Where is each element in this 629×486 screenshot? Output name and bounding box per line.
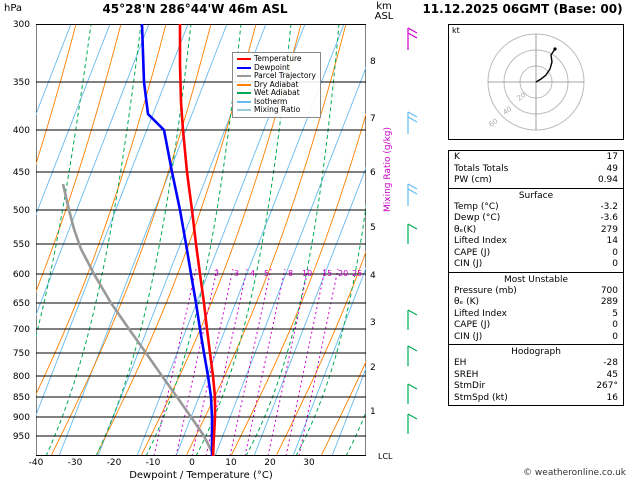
ytick-800: 800	[12, 372, 30, 382]
index-value: 0.94	[597, 175, 618, 185]
hodograph-svg	[449, 25, 623, 139]
xtick-10: 10	[225, 458, 237, 468]
ytick-550: 550	[12, 240, 30, 250]
index-key: StmSpd (kt)	[454, 392, 508, 403]
index-row-mu-theta-e	[449, 297, 623, 309]
ytick-850: 850	[12, 393, 30, 403]
indices-section-surface	[449, 189, 623, 273]
index-value: 49	[606, 163, 618, 174]
wind-barb-350	[408, 28, 417, 50]
index-value: 0	[612, 320, 618, 330]
index-key: CAPE (J)	[454, 320, 491, 330]
asl-label: ASL	[374, 11, 394, 22]
index-row-mu-cin	[449, 332, 623, 344]
wind-barb-800	[408, 384, 417, 404]
mixlab-4: 4	[250, 269, 256, 278]
index-key: PW (cm)	[454, 175, 492, 185]
hodograph-section-title: Hodograph	[511, 347, 561, 357]
hodograph-panel	[448, 24, 624, 140]
legend-swatch-icon	[237, 67, 251, 69]
svg-text:20: 20	[515, 90, 528, 103]
legend-swatch-icon	[237, 84, 251, 86]
svg-text:40: 40	[501, 104, 514, 117]
legend-label: Dewpoint	[254, 62, 290, 72]
index-key: EH	[454, 358, 467, 368]
index-key: Pressure (mb)	[454, 285, 517, 296]
mixlab-2: 2	[214, 269, 220, 278]
index-value: 16	[606, 392, 618, 403]
legend-swatch-icon	[237, 75, 251, 77]
index-row-mu-pressure	[449, 286, 623, 298]
index-row-surface-cape	[449, 248, 623, 260]
mixing-ratio-axis-title: Mixing Ratio (g/kg)	[383, 126, 393, 212]
station-title: 45°28'N 286°44'W 46m ASL	[102, 2, 288, 16]
mixlab-20: 20	[338, 269, 349, 278]
index-value: 700	[600, 285, 618, 296]
kmtick-8: 8	[370, 57, 376, 67]
legend-item-mixing-ratio	[237, 106, 316, 115]
legend-label: Dry Adiabat	[254, 79, 299, 89]
hodograph-endpoint	[553, 47, 556, 50]
index-key: SREH	[454, 369, 479, 380]
index-key: θₑ(K)	[454, 224, 477, 235]
index-value: 279	[600, 224, 618, 235]
plot-legend	[232, 52, 321, 118]
wind-barb-650	[408, 310, 417, 330]
xtick-30: 30	[303, 458, 315, 468]
index-value: 14	[606, 236, 618, 246]
lcl-label: LCL	[378, 452, 393, 461]
credit-text: © weatheronline.co.uk	[523, 468, 626, 478]
index-value: 289	[600, 297, 618, 307]
kmtick-7: 7	[370, 114, 376, 124]
index-value: 5	[612, 308, 618, 319]
index-row-surface-dewp	[449, 213, 623, 225]
x-axis-title: Dewpoint / Temperature (°C)	[129, 470, 273, 481]
index-row-stmspd	[449, 393, 623, 405]
mixlab-8: 8	[288, 269, 294, 278]
legend-label: Wet Adiabat	[254, 88, 300, 97]
pressure-unit-label: hPa	[4, 3, 23, 14]
index-row-surface-theta-e	[449, 225, 623, 237]
skewt-plot	[36, 24, 366, 456]
wind-barb-750	[408, 346, 417, 366]
ytick-300: 300	[12, 20, 30, 30]
index-key: θₑ (K)	[454, 297, 480, 307]
index-key: Totals Totals	[454, 163, 509, 174]
hodograph-unit-label: kt	[452, 26, 460, 35]
indices-table	[448, 150, 624, 406]
index-row-k	[449, 152, 623, 164]
ytick-500: 500	[12, 206, 30, 216]
legend-swatch-icon	[237, 92, 251, 94]
legend-label: Temperature	[254, 54, 302, 63]
xtick-20: 20	[264, 458, 276, 468]
kmtick-5: 5	[370, 223, 376, 233]
wind-barb-400	[408, 112, 417, 134]
indices-section-most-unstable	[449, 273, 623, 346]
index-value: 0	[612, 247, 618, 258]
hodograph-trace	[536, 49, 555, 82]
wind-barb-600	[408, 224, 417, 244]
index-value: 267°	[596, 381, 618, 391]
index-row-totals-totals	[449, 164, 623, 176]
index-key: StmDir	[454, 381, 486, 391]
ytick-450: 450	[12, 168, 30, 178]
xtick--10: -10	[145, 458, 161, 468]
index-row-mu-lifted-index	[449, 309, 623, 321]
mixlab-25: 25	[352, 269, 363, 278]
kmtick-4: 4	[370, 271, 376, 281]
ytick-750: 750	[12, 349, 30, 359]
xtick--30: -30	[67, 458, 83, 468]
index-row-eh	[449, 358, 623, 370]
index-value: -3.6	[600, 213, 618, 223]
index-key: CIN (J)	[454, 331, 483, 342]
km-label: km	[376, 1, 392, 12]
xtick--20: -20	[106, 458, 122, 468]
kmtick-2: 2	[370, 363, 376, 373]
ytick-600: 600	[12, 270, 30, 280]
xtick--40: -40	[28, 458, 44, 468]
index-value: 0	[612, 331, 618, 342]
index-key: K	[454, 152, 460, 162]
legend-swatch-icon	[237, 101, 251, 103]
index-value: 17	[606, 152, 618, 162]
index-value: -28	[603, 358, 618, 368]
mixlab-10: 10	[302, 269, 313, 278]
ytick-700: 700	[12, 325, 30, 335]
ytick-400: 400	[12, 126, 30, 136]
index-row-pw	[449, 175, 623, 187]
index-key: CAPE (J)	[454, 247, 491, 258]
ytick-900: 900	[12, 413, 30, 423]
index-row-surface-lifted-index	[449, 236, 623, 248]
index-row-mu-cape	[449, 320, 623, 332]
index-value: -3.2	[600, 201, 618, 212]
indices-section-hodograph	[449, 345, 623, 405]
xtick-0: 0	[189, 458, 195, 468]
wind-barb-column	[384, 24, 444, 460]
index-row-surface-temp	[449, 202, 623, 214]
index-value: 0	[612, 259, 618, 269]
surface-section-title: Surface	[518, 190, 554, 201]
index-key: CIN (J)	[454, 259, 483, 269]
legend-label: Mixing Ratio	[254, 105, 301, 114]
legend-label: Parcel Trajectory	[254, 71, 316, 80]
index-value: 45	[606, 369, 618, 380]
kmtick-1: 1	[370, 407, 376, 417]
height-unit-label	[370, 2, 398, 22]
index-key: Lifted Index	[454, 308, 507, 319]
svg-text:60: 60	[487, 116, 500, 129]
legend-label: Isotherm	[254, 96, 288, 106]
kmtick-3: 3	[370, 318, 376, 328]
mixlab-15: 15	[322, 269, 333, 278]
ytick-350: 350	[12, 78, 30, 88]
mixlab-5: 5	[264, 269, 270, 278]
index-row-surface-cin	[449, 259, 623, 271]
index-row-sreh	[449, 370, 623, 382]
ytick-950: 950	[12, 432, 30, 442]
index-key: Dewp (°C)	[454, 213, 501, 223]
indices-section-general	[449, 151, 623, 189]
legend-swatch-icon	[237, 109, 251, 111]
index-key: Temp (°C)	[454, 201, 499, 212]
kmtick-6: 6	[370, 168, 376, 178]
wind-barb-900	[408, 414, 417, 434]
wind-barb-500	[408, 184, 417, 206]
ytick-650: 650	[12, 299, 30, 309]
index-key: Lifted Index	[454, 236, 507, 246]
index-row-stmdir	[449, 381, 623, 393]
datetime-title: 11.12.2025 06GMT (Base: 00)	[422, 2, 623, 16]
most-unstable-section-title: Most Unstable	[503, 274, 569, 285]
legend-swatch-icon	[237, 58, 251, 60]
mixlab-3: 3	[234, 269, 240, 278]
